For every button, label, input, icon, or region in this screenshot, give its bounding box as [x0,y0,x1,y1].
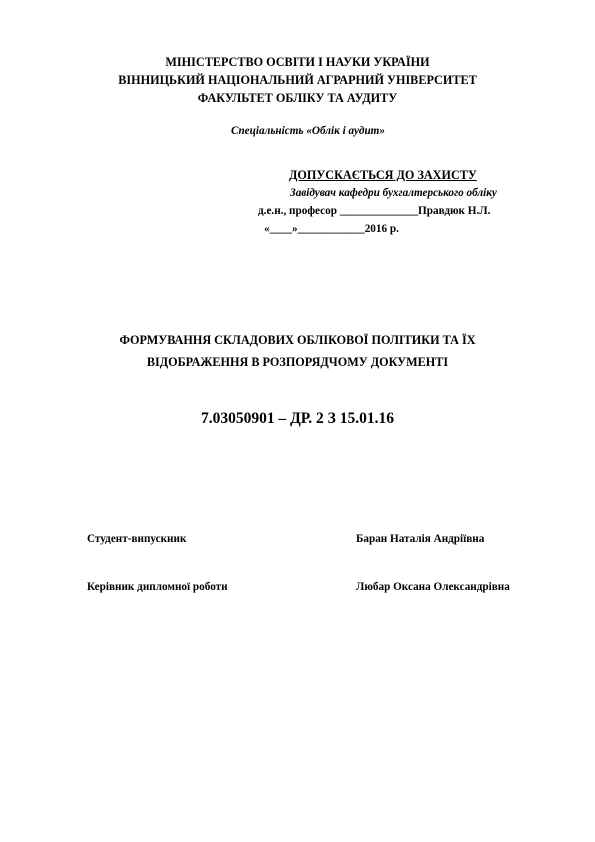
ministry-heading: МІНІСТЕРСТВО ОСВІТИ І НАУКИ УКРАЇНИ [165,55,430,69]
signature-line: д.е.н., професор ______________Правдюк Н.Л. [258,205,491,217]
date-line: «____»____________2016 р. [264,223,399,235]
head-of-department: Завідувач кафедри бухгалтерського обліку [290,187,497,199]
faculty-heading: ФАКУЛЬТЕТ ОБЛІКУ ТА АУДИТУ [197,91,398,105]
thesis-title-line2: ВІДОБРАЖЕННЯ В РОЗПОРЯДЧОМУ ДОКУМЕНТІ [146,355,449,369]
student-label: Студент-випускник [87,533,187,545]
supervisor-label: Керівник дипломної роботи [87,581,228,593]
approval-title: ДОПУСКАЄТЬСЯ ДО ЗАХИСТУ [289,168,477,182]
thesis-title-line1: ФОРМУВАННЯ СКЛАДОВИХ ОБЛІКОВОЇ ПОЛІТИКИ ТА ЇХ [119,333,476,347]
supervisor-name: Любар Оксана Олександрівна [356,581,510,593]
university-heading: ВІННИЦЬКИЙ НАЦІОНАЛЬНИЙ АГРАРНИЙ УНІВЕРСИТЕТ [118,73,477,87]
thesis-code: 7.03050901 – ДР. 2 З 15.01.16 [200,410,394,427]
specialty-line: Спеціальність «Облік і аудит» [231,125,385,137]
student-name: Баран Наталія Андріївна [356,533,485,545]
